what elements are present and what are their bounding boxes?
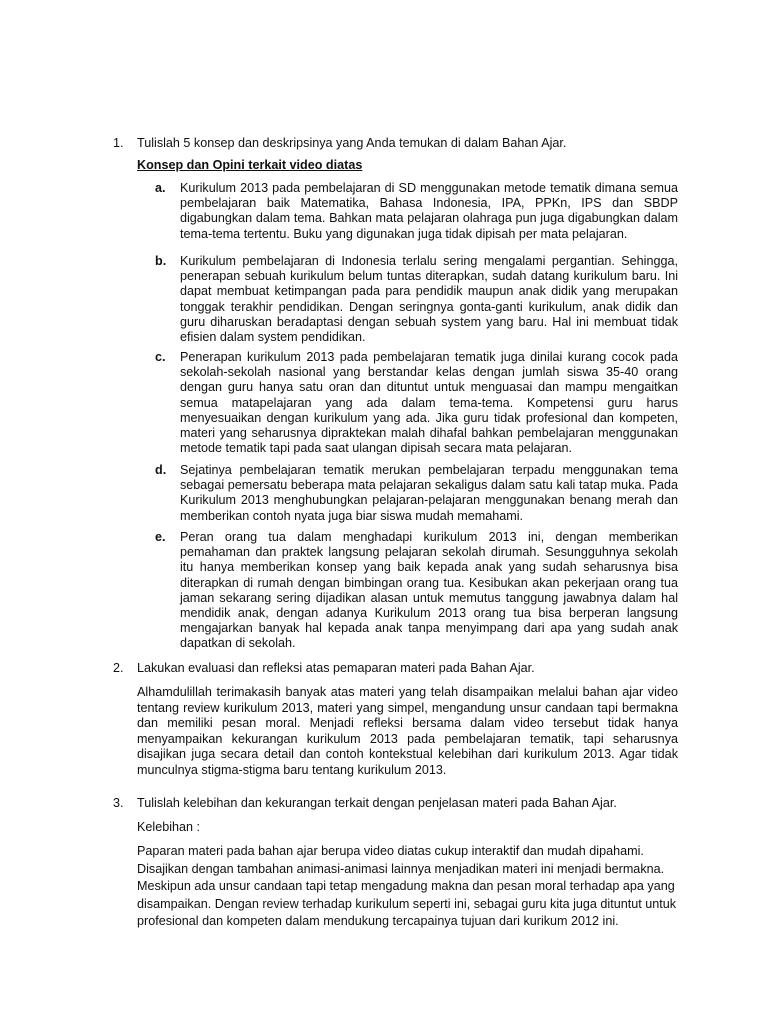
list-item-text: Kurikulum 2013 pada pembelajaran di SD menggunakan metode tematik dimana semua pembelajaran baik Matematika, Bahasa Indonesia, IPA, PPKn, IPS dan SBDP digabungkan dalam tema. Bahkan mata pelajaran olahraga pun juga digabungkan dalam tema-tema tertentu. Buku yang digunakan juga tidak dipisah per mata pelajaran. <box>180 181 678 241</box>
list-item-letter: a. <box>155 181 166 195</box>
section-title: Konsep dan Opini terkait video diatas <box>137 158 363 172</box>
list-item-letter: d. <box>155 463 167 477</box>
reflection-paragraph: Alhamdulillah terimakasih banyak atas materi yang telah disampaikan melalui bahan ajar video tentang review kurikulum 2013, materi yang simpel, mengandung unsur candaan tapi bermakna dan memiliki pesan moral. Menjadi refleksi bersama dalam video tersebut tidak hanya menyampaikan kekurangan kurikulum 2013 pada pembelajaran tematik, tapi seharusnya disajikan juga secara detail dan contoh kontekstual kelebihan dari kurikulum 2013. Agar tidak munculnya stigma-stigma baru tentang kurikulum 2013. <box>137 685 678 777</box>
question-text: Tulislah 5 konsep dan deskripsinya yang Anda temukan di dalam Bahan Ajar. <box>137 136 567 150</box>
list-item-letter: b. <box>155 254 167 268</box>
list-item-text: Peran orang tua dalam menghadapi kurikulum 2013 ini, dengan memberikan pemahaman dan praktek langsung pelajaran sekolah dirumah. Sesungguhnya sekolah itu hanya memberikan konsep yang baik kepada anak yang sudah seharusnya bisa diterapkan di rumah dengan bimbingan orang tua. Kesibukan akan pekerjaan orang tua jaman sekarang sering dijadikan alasan untuk memutus tanggung jawabnya dalam hal mendidik anak, dengan adanya Kurikulum 2013 orang tua bisa berperan langsung mengajarkan banyak hal kepada anak tanpa menyimpang dari apa yang sudah anak dapatkan di sekolah. <box>180 530 678 651</box>
list-item-text: Sejatinya pembelajaran tematik merukan pembelajaran terpadu menggunakan tema sebagai pemersatu beberapa mata pelajaran sekaligus dalam satu kali tatap muka. Pada Kurikulum 2013 menghubungkan pelajaran-pelajaran menggunakan benang merah dan memberikan contoh nyata juga biar siswa mudah memahami. <box>180 463 678 523</box>
advantages-paragraph: Paparan materi pada bahan ajar berupa video diatas cukup interaktif dan mudah dipahami. Disajikan dengan tambahan animasi-animasi lainnya menjadikan materi ini menjadi bermakna. Meskipun ada unsur candaan tapi tetap mengadung makna dan pesan moral terhadap apa yang disampaikan. Dengan review terhadap kurikulum seperti ini, sebagai guru kita juga dituntut untuk profesional dan kompeten dalam mendukung tercapainya tujuan dari kurikum 2012 ini. <box>137 844 677 929</box>
question-number: 1. <box>113 136 124 150</box>
question-text: Tulislah kelebihan dan kekurangan terkait dengan penjelasan materi pada Bahan Ajar. <box>137 796 617 810</box>
list-item-letter: e. <box>155 530 166 544</box>
question-text: Lakukan evaluasi dan refleksi atas pemaparan materi pada Bahan Ajar. <box>137 661 535 675</box>
list-item-text: Penerapan kurikulum 2013 pada pembelajaran tematik juga dinilai kurang cocok pada sekolah-sekolah nasional yang berstandar kelas dengan jumlah siswa 35-40 orang dengan guru hanya satu oran dan dituntut untuk menguasai dan mampu mengaitkan semua matapelajaran yang ada dalam tema-tema. Kompetensi guru harus menyesuaikan dengan kurikulum yang ada. Jika guru tidak profesional dan kompeten, materi yang seharusnya dipraktekan malah dihafal bahkan pembelajaran menggunakan metode tematik tapi pada saat ulangan dipisah secara mata pelajaran. <box>180 350 678 456</box>
list-item-text: Kurikulum pembelajaran di Indonesia terlalu sering mengalami pergantian. Sehingga, penerapan sebuah kurikulum belum tuntas diterapkan, sudah datang kurikulum baru. Ini dapat membuat ketimpangan pada para pendidik maupun anak didik yang merupakan tonggak terakhir pendidikan. Dengan seringnya gonta-ganti kurikulum, anak didik dan guru diharuskan beradaptasi dengan sebuah system yang baru. Hal ini membuat tidak efisien dalam system pendidikan. <box>180 254 678 345</box>
question-number: 2. <box>113 661 124 675</box>
question-number: 3. <box>113 796 124 810</box>
list-item-letter: c. <box>155 350 166 364</box>
advantages-label: Kelebihan : <box>137 820 201 834</box>
